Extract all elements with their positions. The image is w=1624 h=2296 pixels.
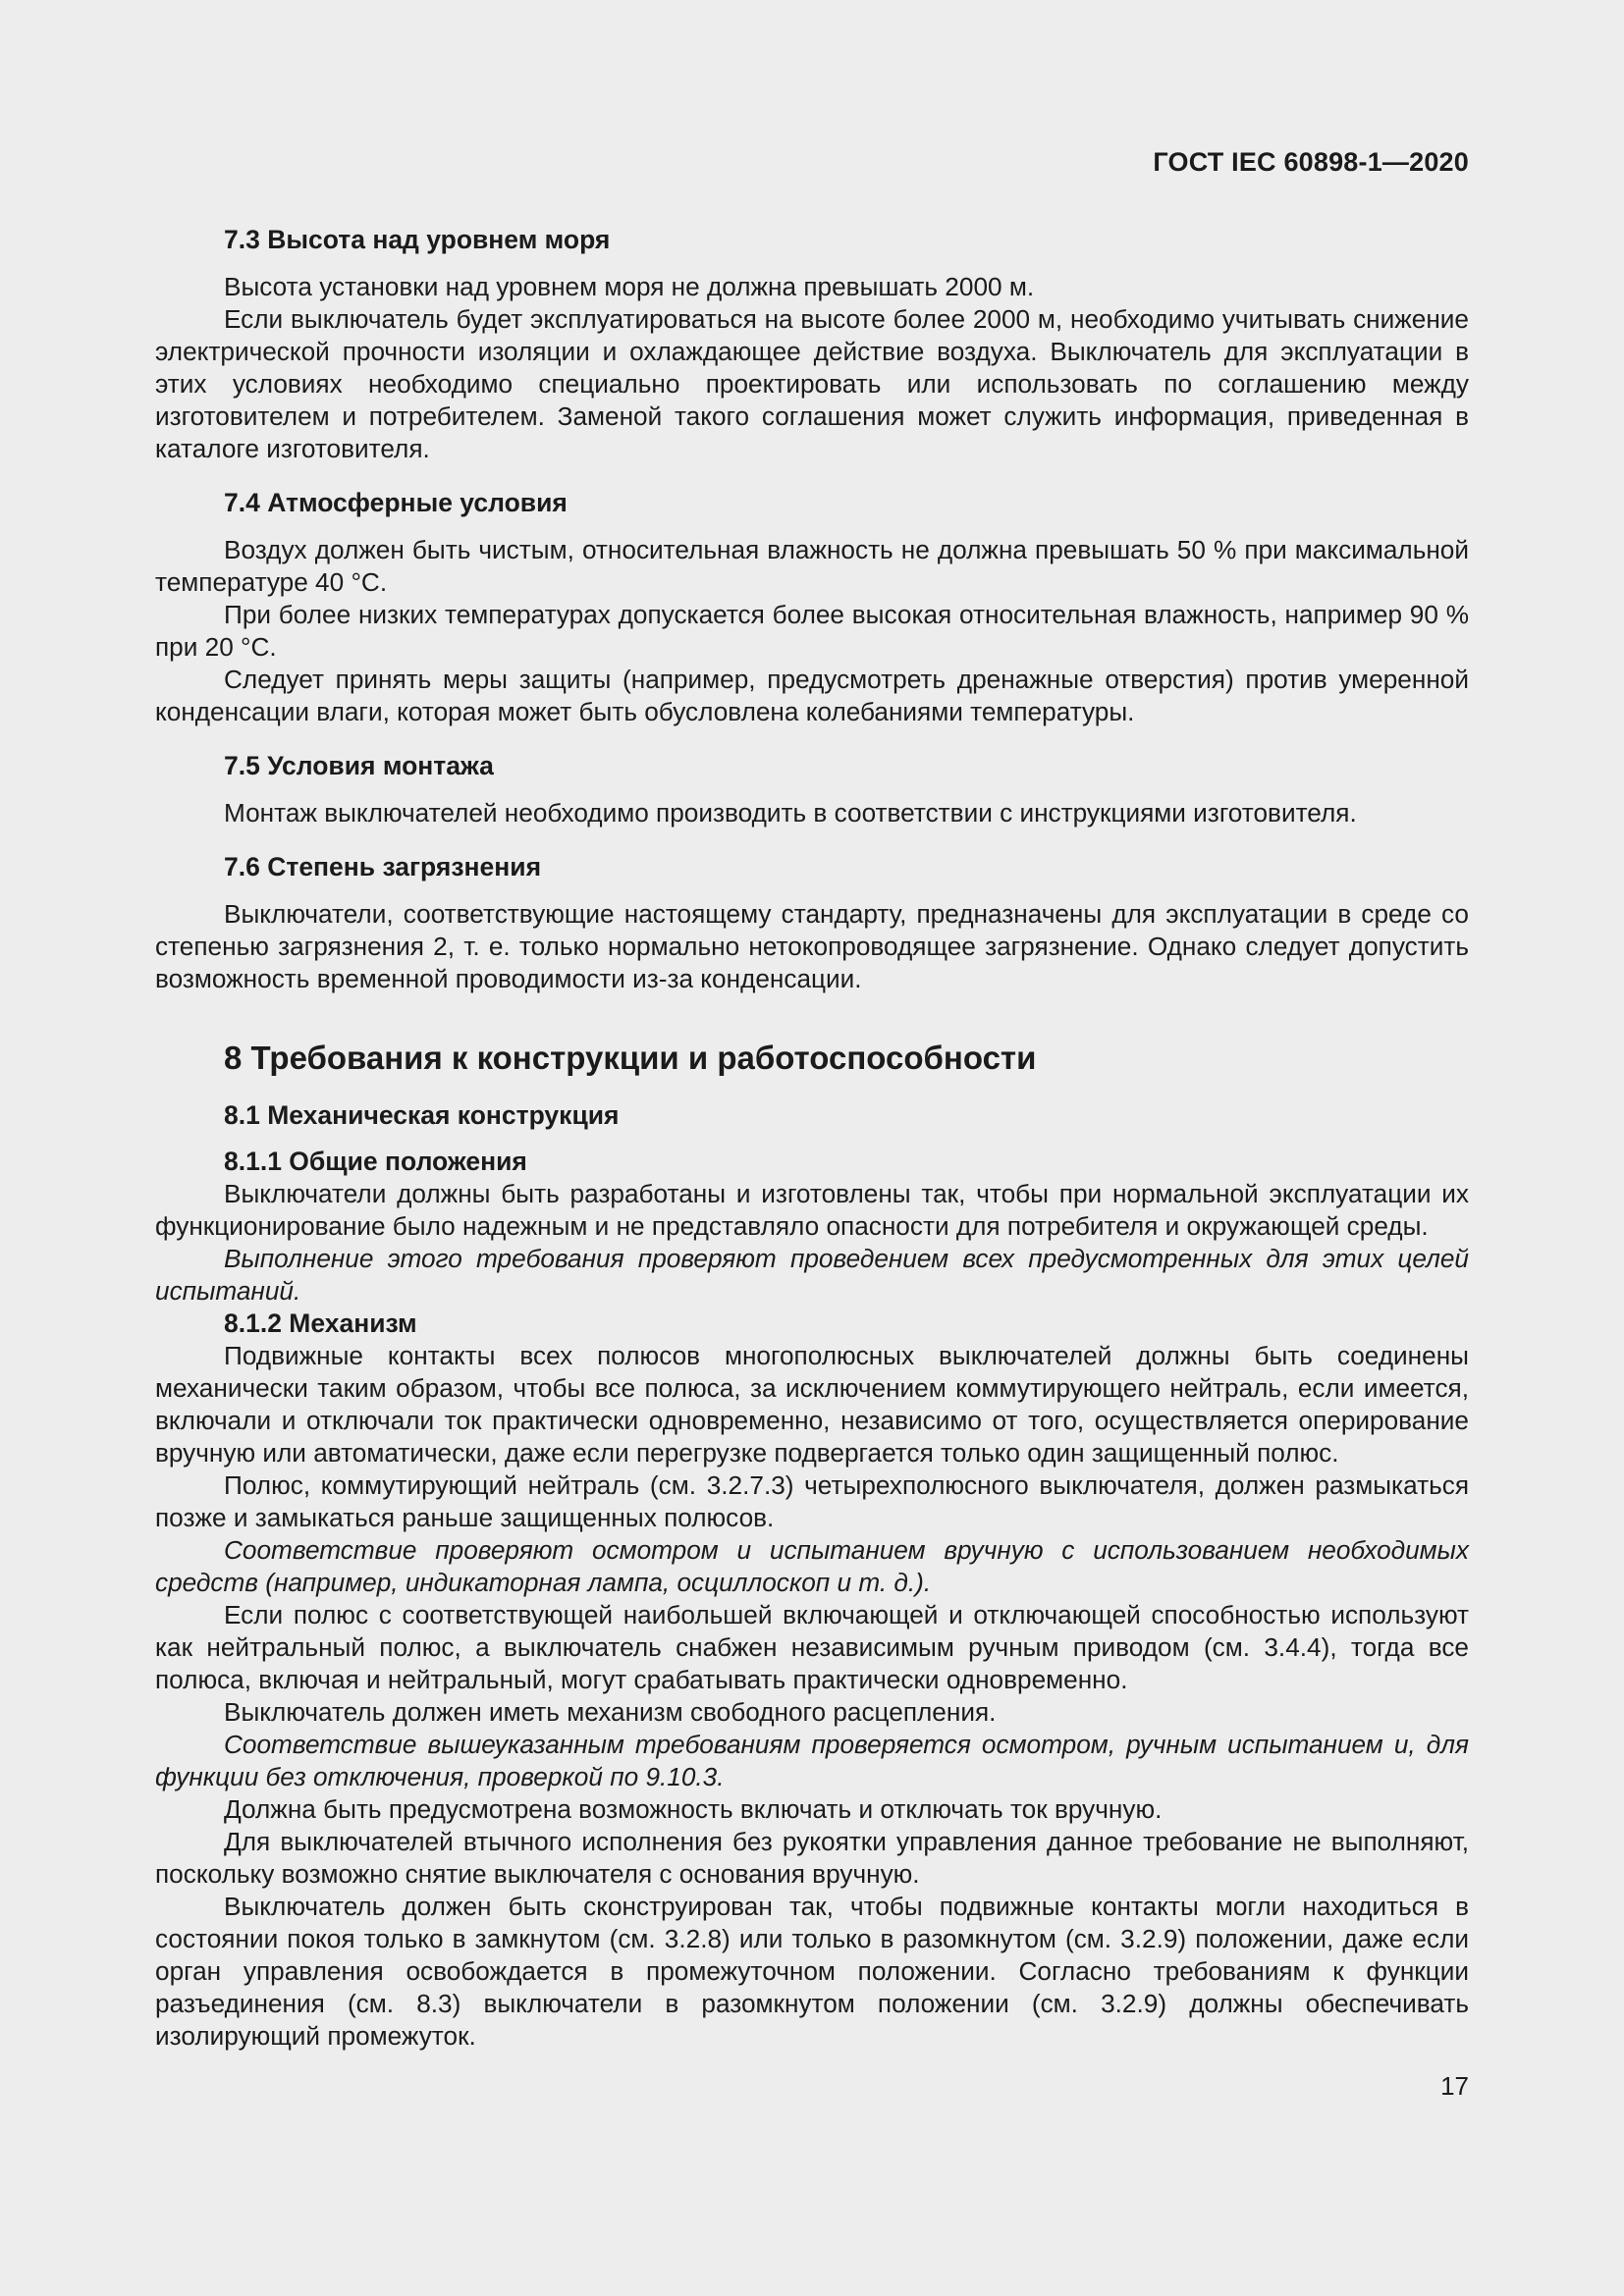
paragraph: Подвижные контакты всех полюсов многополюсных выключателей должны быть соединены механически таким образом, чтобы все полюса, за исключением коммутирующего нейтраль, если имеется, включали и отключали ток практически одновременно, независимо от того, осуществляется оперирование вручную или автоматически, даже если перегрузке подвергается только один защищенный полюс.	[155, 1341, 1469, 1468]
paragraph: Следует принять меры защиты (например, предусмотреть дренажные отверстия) против умеренной конденсации влаги, которая может быть обусловлена колебаниями температуры.	[155, 665, 1469, 726]
paragraph: Для выключателей втычного исполнения без рукоятки управления данное требование не выполняют, поскольку возможно снятие выключателя с основания вручную.	[155, 1827, 1469, 1889]
section-7-4-title: 7.4 Атмосферные условия	[224, 488, 568, 517]
paragraph: Воздух должен быть чистым, относительная влажность не должна превышать 50 % при максимальной температуре 40 °С.	[155, 535, 1469, 597]
paragraph-verification: Соответствие вышеуказанным требованиям проверяется осмотром, ручным испытанием и, для функции без отключения, проверкой по 9.10.3.	[155, 1730, 1469, 1791]
section-8-title: 8 Требования к конструкции и работоспособности	[224, 1040, 1037, 1076]
paragraph: При более низких температурах допускается более высокая относительная влажность, например 90 % при 20 °С.	[155, 600, 1469, 662]
section-8-1-2-title: 8.1.2 Механизм	[224, 1308, 417, 1338]
paragraph-verification: Выполнение этого требования проверяют проведением всех предусмотренных для этих целей испытаний.	[155, 1244, 1469, 1306]
section-7-5-title: 7.5 Условия монтажа	[224, 751, 494, 780]
paragraph: Должна быть предусмотрена возможность включать и отключать ток вручную.	[224, 1794, 1163, 1824]
document-code: ГОСТ IEC 60898-1—2020	[1153, 147, 1469, 177]
section-7-3-title: 7.3 Высота над уровнем моря	[224, 225, 611, 254]
paragraph: Выключатель должен иметь механизм свободного расцепления.	[224, 1697, 997, 1727]
paragraph: Выключатель должен быть сконструирован так, чтобы подвижные контакты могли находиться в состоянии покоя только в замкнутом (см. 3.2.8) или только в разомкнутом (см. 3.2.9) положении, даже если орган управления освобождается в промежуточном положении. Согласно требованиям к функции разъединения (см. 8.3) выключатели в разомкнутом положении (см. 3.2.9) должны обеспечивать изолирующий промежуток.	[155, 1892, 1469, 2051]
paragraph: Высота установки над уровнем моря не должна превышать 2000 м.	[224, 272, 1035, 301]
section-8-1-1-title: 8.1.1 Общие положения	[224, 1147, 527, 1176]
paragraph: Монтаж выключателей необходимо производить в соответствии с инструкциями изготовителя.	[224, 798, 1357, 828]
paragraph: Если выключатель будет эксплуатироваться на высоте более 2000 м, необходимо учитывать снижение электрической прочности изоляции и охлаждающее действие воздуха. Выключатель для эксплуатации в этих условиях необходимо специально проектировать или использовать по соглашению между изготовителем и потребителем. Заменой такого соглашения может служить информация, приведенная в каталоге изготовителя.	[155, 304, 1469, 463]
paragraph: Выключатели, соответствующие настоящему стандарту, предназначены для эксплуатации в среде со степенью загрязнения 2, т. е. только нормально нетокопроводящее загрязнение. Однако следует допустить возможность временной проводимости из-за конденсации.	[155, 899, 1469, 993]
paragraph: Полюс, коммутирующий нейтраль (см. 3.2.7.3) четырехполюсного выключателя, должен размыкаться позже и замыкаться раньше защищенных полюсов.	[155, 1470, 1469, 1532]
page-number: 17	[1440, 2071, 1469, 2101]
section-8-1-title: 8.1 Механическая конструкция	[224, 1100, 620, 1130]
section-7-6-title: 7.6 Степень загрязнения	[224, 852, 542, 881]
paragraph: Выключатели должны быть разработаны и изготовлены так, чтобы при нормальной эксплуатации их функционирование было надежным и не представляло опасности для потребителя и окружающей среды.	[155, 1179, 1469, 1241]
page-content	[155, 224, 1469, 2053]
paragraph: Если полюс с соответствующей наибольшей включающей и отключающей способностью используют как нейтральный полюс, а выключатель снабжен независимым ручным приводом (см. 3.4.4), тогда все полюса, включая и нейтральный, могут срабатывать практически одновременно.	[155, 1600, 1469, 1694]
paragraph-verification: Соответствие проверяют осмотром и испытанием вручную с использованием необходимых средств (например, индикаторная лампа, осциллоскоп и т. д.).	[155, 1535, 1469, 1597]
